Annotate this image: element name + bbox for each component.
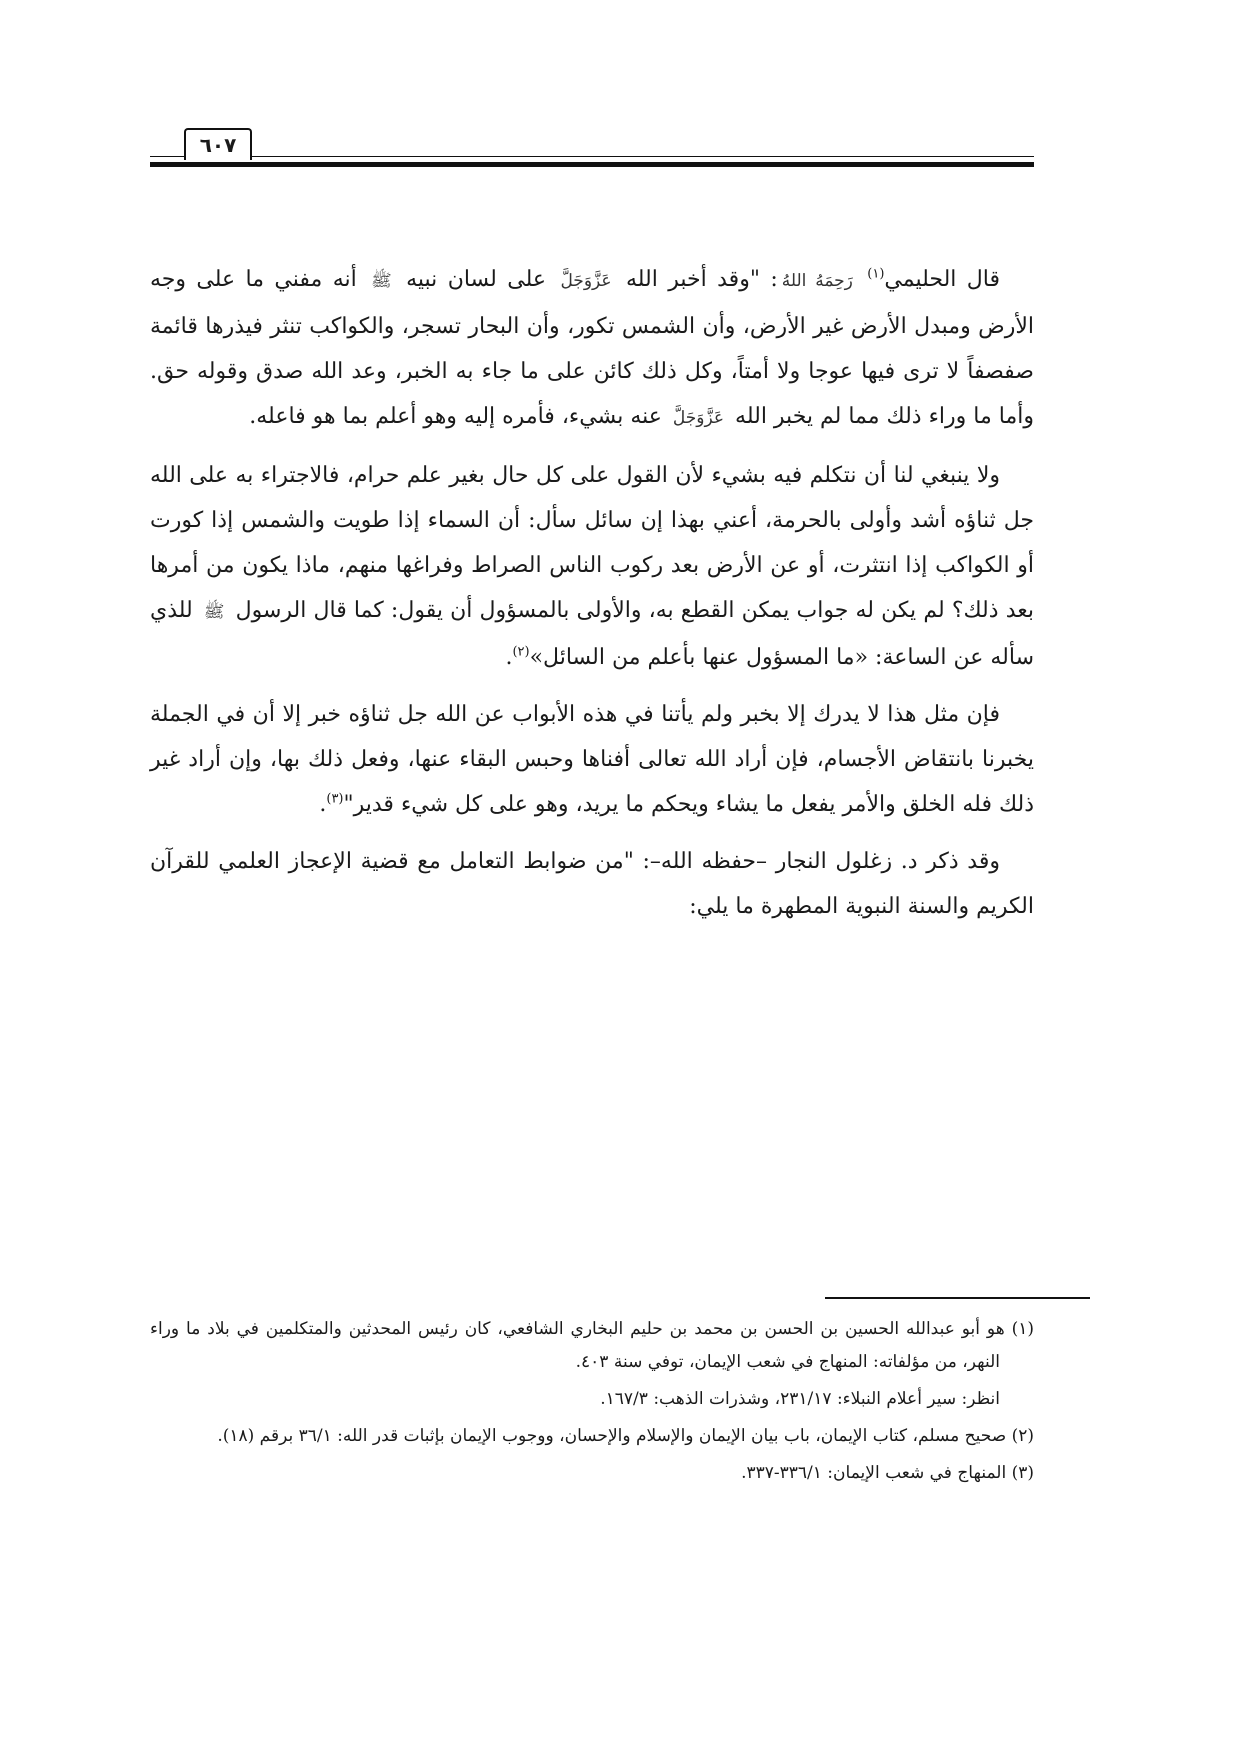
- text-segment: ولا ينبغي لنا أن نتكلم فيه بشيء لأن القول على كل حال بغير علم حرام، فالاجتراء به على الله جل ثناؤه أشد وأولى بالحرمة، أعني بهذا إن سائل سأل: أن السماء إذا طويت والشمس إذا كورت أو الكواكب إذا انتثرت، أو عن الأرض بعد ركوب الناس الصراط وفراغها منهم، ماذا يكون من أمرها بعد ذلك؟ لم يكن له جواب يمكن القطع به، والأولى بالمسؤول أن يقول: كما قال الرسول: [150, 463, 1034, 623]
- honorific-glyph: ﷺ: [203, 602, 225, 622]
- footnote-ref-3: (٣): [326, 791, 344, 807]
- footnotes: [150, 1313, 1034, 1494]
- paragraph-2: [150, 453, 1034, 680]
- footnote-2: (٢) صحيح مسلم، كتاب الإيمان، باب بيان الإيمان والإسلام والإحسان، ووجوب الإيمان بإثبات قدر الله: ٣٦/١ برقم (١٨).: [217, 1426, 1034, 1446]
- footnote-3: (٣) المنهاج في شعب الإيمان: ٣٣٦/١-٣٣٧.: [741, 1463, 1034, 1483]
- text-segment: وقد ذكر د. زغلول النجار –حفظه الله–: "من ضوابط التعامل مع قضية الإعجاز العلمي للقرآن الكريم والسنة النبوية المطهرة ما يلي:: [150, 849, 1034, 919]
- page-number: ٦٠٧: [184, 128, 252, 160]
- text-segment: عنه بشيء، فأمره إليه وهو أعلم بما هو فاعله.: [249, 404, 662, 429]
- text-segment: أنه مفني ما على وجه الأرض ومبدل الأرض غير الأرض، وأن الشمس تكور، وأن البحار تسجر، والكواكب تنثر فيذرها قائمة صفصفاً لا ترى فيها عوجا ولا أمتاً، وكل ذلك كائن على ما جاء به الخبر، وعد الله صدق وقوله حق. وأما ما وراء ذلك مما لم يخبر الله: [150, 267, 1034, 429]
- paragraph-3: [150, 692, 1034, 827]
- footnote-separator: [825, 1297, 1090, 1299]
- honorific-glyph: عَزَّوَجَلَّ: [560, 271, 612, 291]
- paragraph-4: [150, 839, 1034, 929]
- honorific-glyph: ﷺ: [371, 271, 392, 291]
- honorific-glyph: رَحِمَهُ اللهُ: [781, 271, 853, 291]
- text-segment: قال الحليمي: [884, 267, 1000, 292]
- header-rule-thick: [150, 162, 1034, 167]
- footnote-ref-2: (٢): [512, 644, 530, 660]
- paragraph-1: [150, 257, 1034, 441]
- text-segment: .: [319, 792, 327, 817]
- page-header: [150, 128, 1034, 168]
- header-rule-thin: [150, 156, 1034, 157]
- text-segment: فإن مثل هذا لا يدرك إلا بخبر ولم يأتنا في هذه الأبواب عن الله جل ثناؤه خبر إلا أن في الجملة يخبرنا بانتقاض الأجسام، فإن أراد الله تعالى أفناها وحبس البقاء عنها، وفعل ذلك بها، وإن أراد غير ذلك فله الخلق والأمر يفعل ما يشاء ويحكم ما يريد، وهو على كل شيء قدير": [150, 702, 1034, 817]
- honorific-glyph: عَزَّوَجَلَّ: [672, 408, 725, 428]
- text-segment: للذي سأله عن الساعة: «ما المسؤول عنها بأعلم من السائل»: [150, 598, 1034, 670]
- text-segment: : "وقد أخبر الله: [625, 267, 778, 292]
- text-segment: على لسان نبيه: [406, 267, 547, 292]
- main-text: [150, 257, 1034, 941]
- footnote-1-continuation: انظر: سير أعلام النبلاء: ٢٣١/١٧، وشذرات الذهب: ١٦٧/٣.: [600, 1389, 1000, 1409]
- footnote-ref-1: (١): [867, 266, 885, 282]
- text-segment: .: [505, 645, 513, 670]
- footnote-1: (١) هو أبو عبدالله الحسين بن الحسن بن محمد بن حليم البخاري الشافعي، كان رئيس المحدثين والمتكلمين في بلاد ما وراء النهر، من مؤلفاته: المنهاج في شعب الإيمان، توفي سنة ٤٠٣.: [150, 1319, 1034, 1372]
